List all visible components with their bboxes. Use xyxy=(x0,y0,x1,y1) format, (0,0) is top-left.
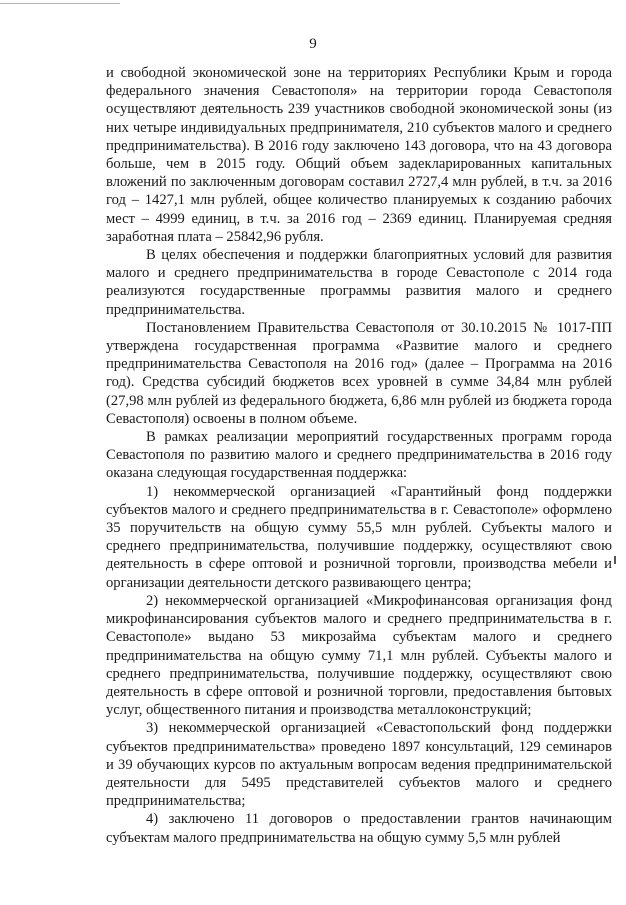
paragraph-4: В рамках реализации мероприятий государственных программ города Севастополя по развитию малого и среднего предпринимательства в 2016 году оказана следующая государственная поддержка: xyxy=(106,429,612,482)
paragraph-2: В целях обеспечения и поддержки благоприятных условий для развития малого и среднего предпринимательства в городе Севастополе с 2014 года реализуются государственные программы развития малого и среднего предпринимательства. xyxy=(106,247,612,318)
paragraph-7: 3) некоммерческой организацией «Севастопольский фонд поддержки субъектов предпринимательства» проведено 1897 консультаций, 129 семинаров и 39 обучающих курсов по актуальным вопросам ведения предпринимательской деятельности для 5495 представителей субъектов малого и среднего предпринимательства; xyxy=(106,720,612,810)
paragraph-6: 2) некоммерческой организацией «Микрофинансовая организация фонд микрофинансирования субъектов малого и среднего предпринимательства в г. Севастополе» выдано 53 микрозайма субъектам малого и среднего предпринимательства на общую сумму 71,1 млн рублей. Субъекты малого и среднего предпринимательства, получившие поддержку, осуществляют свою деятельность в сфере оптовой и розничной торговли, предоставления бытовых услуг, общественного питания и производства металлоконструкций; xyxy=(106,592,612,719)
paragraph-5: 1) некоммерческой организацией «Гарантийный фонд поддержки субъектов малого и среднего предпринимательства в г. Севастополе» оформлено 35 поручительств на общую сумму 55,5 млн рублей. Субъекты малого и среднего предпринимательства, получившие поддержку, осуществляют свою деятельность в сфере оптовой и розничной торговли, производства мебели и организации деятельности детского развивающего центра; xyxy=(106,483,612,591)
document-body xyxy=(106,64,612,847)
page-number: 9 xyxy=(309,36,317,52)
paragraph-3: Постановлением Правительства Севастополя от 30.10.2015 № 1017-ПП утверждена государственная программа «Развитие малого и среднего предпринимательства Севастополя на 2016 год» (далее – Программа на 2016 год). Средства субсидий бюджетов всех уровней в сумме 34,84 млн рублей (27,98 млн рублей из федерального бюджета, 6,86 млн рублей из бюджета города Севастополя) освоены в полном объеме. xyxy=(106,319,612,427)
margin-mark xyxy=(614,556,616,564)
top-edge-line xyxy=(0,3,120,4)
paragraph-1: и свободной экономической зоне на территориях Республики Крым и города федерального значения Севастополя» на территории города Севастополя осуществляют деятельность 239 участников свободной экономической зоны (из них четыре индивидуальных предпринимателя, 210 субъектов малого и среднего предпринимательства). В 2016 году заключено 143 договора, что на 43 договора больше, чем в 2015 году. Общий объем задекларированных капитальных вложений по заключенным договорам составил 2727,4 млн рублей, в т.ч. за 2016 год – 1427,1 млн рублей, общее количество планируемых к созданию рабочих мест – 4999 единиц, в т.ч. за 2016 год – 2369 единиц. Планируемая средняя заработная плата – 25842,96 рубля. xyxy=(106,65,612,245)
paragraph-8: 4) заключено 11 договоров о предоставлении грантов начинающим субъектам малого предпринимательства на общую сумму 5,5 млн рублей xyxy=(106,811,612,846)
